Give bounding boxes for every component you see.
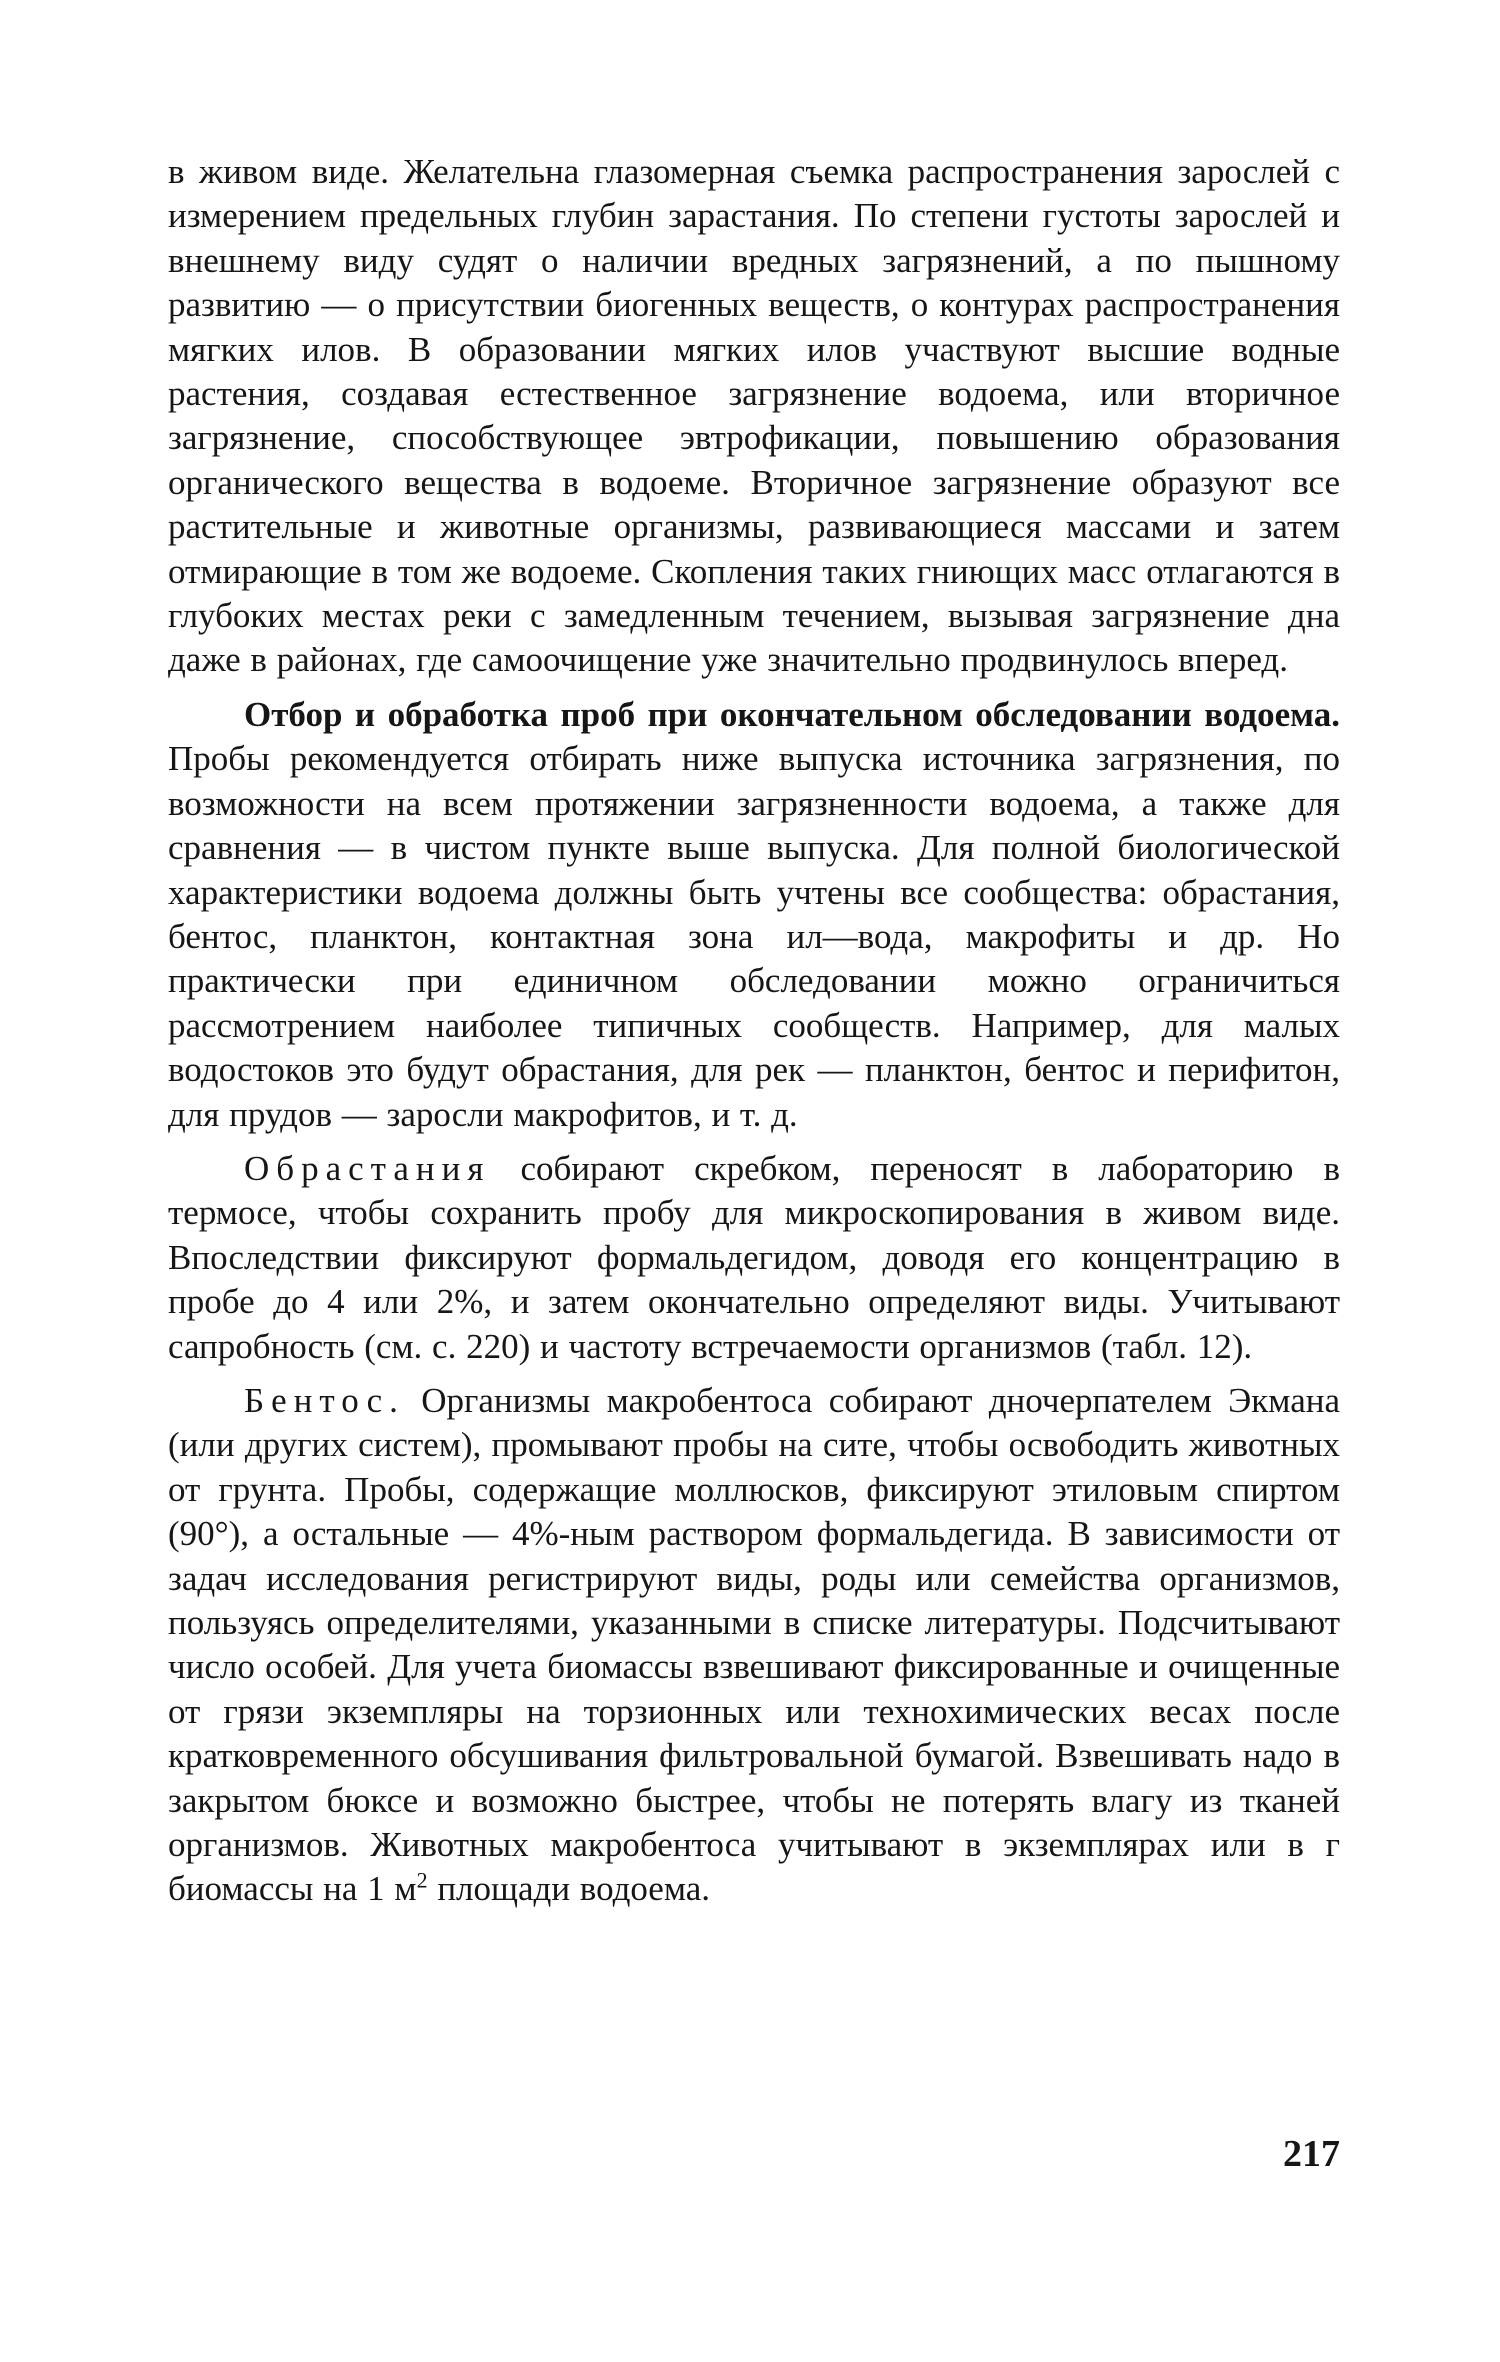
page-body	[168, 150, 1340, 1922]
term-periphyton: Обрастания	[244, 1148, 491, 1188]
paragraph-sampling	[168, 693, 1340, 1137]
superscript: 2	[416, 1867, 428, 1893]
paragraph-text: собирают скребком, переносят в лабораторию в термосе, чтобы сохранить пробу для микроскопирования в живом виде. Впоследствии фиксируют формальдегидом, доводя его концентрацию в пробе до 4 или 2%, и затем окончательно определяют виды. Учитывают сапробность (см. с. 220) и частоту встречаемости организмов (табл. 12).	[168, 1148, 1340, 1366]
paragraph-continuation	[168, 150, 1340, 683]
paragraph-text-end: площади водоема.	[427, 1869, 711, 1909]
page-number: 217	[1283, 2133, 1340, 2175]
paragraph-text: Пробы рекомендуется отбирать ниже выпуска источника загрязнения, по возможности на всем протяжении загрязненности водоема, а также для сравнения — в чистом пункте выше выпуска. Для полной биологической характеристики водоема должны быть учтены все сообщества: обрастания, бентос, планктон, контактная зона ил—вода, макрофиты и др. Но практически при единичном обследовании можно ограничиться рассмотрением наиболее типичных сообществ. Например, для малых водостоков это будут обрастания, для рек — планктон, бентос и перифитон, для прудов — заросли макрофитов, и т. д.	[168, 739, 1340, 1134]
paragraph-periphyton	[168, 1147, 1340, 1369]
paragraph-text: в живом виде. Желательна глазомерная съемка распространения зарослей с измерением предельных глубин зарастания. По степени густоты зарослей и внешнему виду судят о наличии вредных загрязнений, а по пышному развитию — о присутствии биогенных веществ, о контурах распространения мягких илов. В образовании мягких илов участвуют высшие водные растения, создавая естественное загрязнение водоема, или вторичное загрязнение, способствующее эвтрофикации, повышению образования органического вещества в водоеме. Вторичное загрязнение образуют все растительные и животные организмы, развивающиеся массами и затем отмирающие в том же водоеме. Скопления таких гниющих масс отлагаются в глубоких местах реки с замедленным течением, вызывая загрязнение дна даже в районах, где самоочищение уже значительно продвинулось вперед.	[168, 152, 1340, 680]
paragraph-benthos	[168, 1379, 1340, 1912]
section-heading: Отбор и обработка проб при окончательном обследовании водоема.	[244, 694, 1340, 734]
term-benthos: Бентос.	[244, 1380, 405, 1420]
paragraph-text: Организмы макробентоса собирают дночерпателем Экмана (или других систем), промывают пробы на сите, чтобы освободить животных от грунта. Пробы, содержащие моллюсков, фиксируют этиловым спиртом (90°), а остальные — 4%-ным раствором формальдегида. В зависимости от задач исследования регистрируют виды, роды или семейства организмов, пользуясь определителями, указанными в списке литературы. Подсчитывают число особей. Для учета биомассы взвешивают фиксированные и очищенные от грязи экземпляры на торзионных или технохимических весах после кратковременного обсушивания фильтровальной бумагой. Взвешивать надо в закрытом бюксе и возможно быстрее, чтобы не потерять влагу из тканей организмов. Животных макробентоса учитывают в экземплярах или в г биомассы на 1 м	[168, 1380, 1340, 1909]
